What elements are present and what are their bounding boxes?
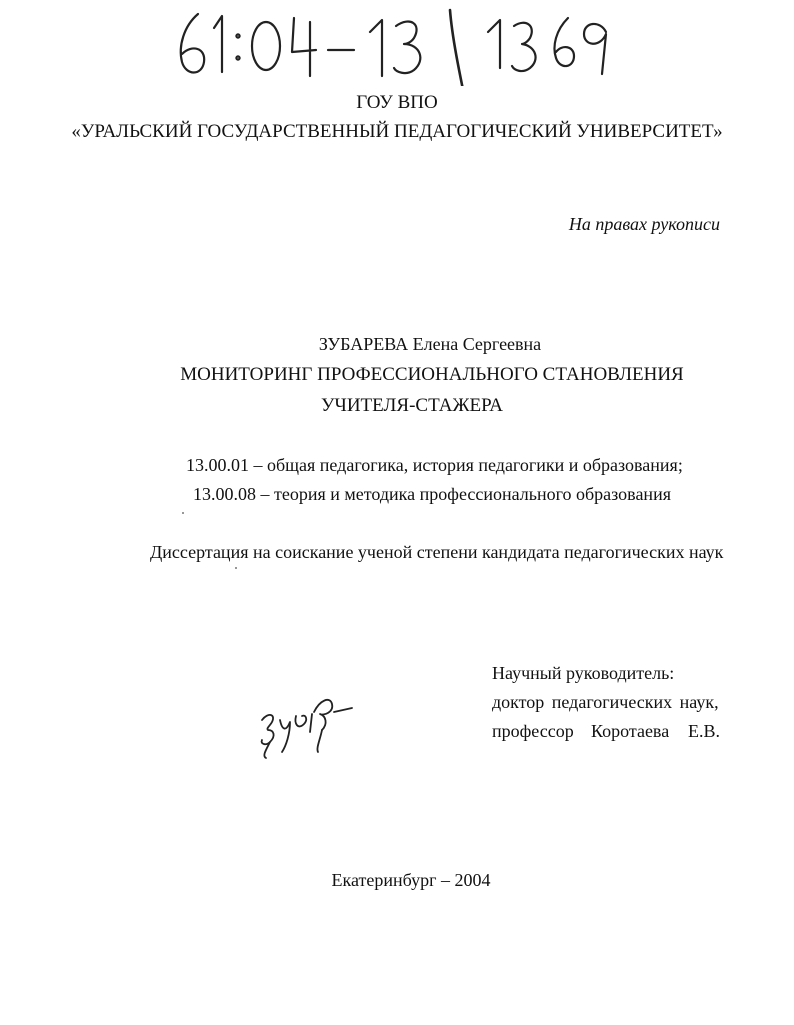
scan-speck xyxy=(182,512,184,514)
title-line-1: МОНИТОРИНГ ПРОФЕССИОНАЛЬНОГО СТАНОВЛЕНИЯ xyxy=(180,364,684,385)
author-name: ЗУБАРЕВА Елена Сергеевна xyxy=(318,334,542,354)
advisor-initials: Е.В. xyxy=(688,721,721,741)
author-signature xyxy=(250,690,365,760)
rights-note: На правах рукописи xyxy=(568,214,720,234)
specialty-1: 13.00.01 – общая педагогика, история педагогики и образования; xyxy=(186,455,683,475)
degree-statement: Диссертация на соискание ученой степени кандидата педагогических наук xyxy=(150,542,724,562)
title-line-2: УЧИТЕЛЯ-СТАЖЕРА xyxy=(321,395,503,416)
advisor-label: Научный руководитель: xyxy=(492,663,675,683)
advisor-surname: Коротаева xyxy=(591,721,670,741)
handwritten-archive-code xyxy=(170,6,650,86)
advisor-degree: доктор педагогических наук, xyxy=(492,692,719,712)
advisor-role: профессор xyxy=(492,721,574,741)
org-line-1: ГОУ ВПО xyxy=(356,92,438,113)
specialty-2: 13.00.08 – теория и методика профессионального образования xyxy=(193,484,671,504)
org-line-2: «УРАЛЬСКИЙ ГОСУДАРСТВЕННЫЙ ПЕДАГОГИЧЕСКИЙ УНИВЕРСИТЕТ» xyxy=(71,121,723,142)
scan-speck xyxy=(235,567,237,569)
place-year: Екатеринбург – 2004 xyxy=(331,870,491,890)
